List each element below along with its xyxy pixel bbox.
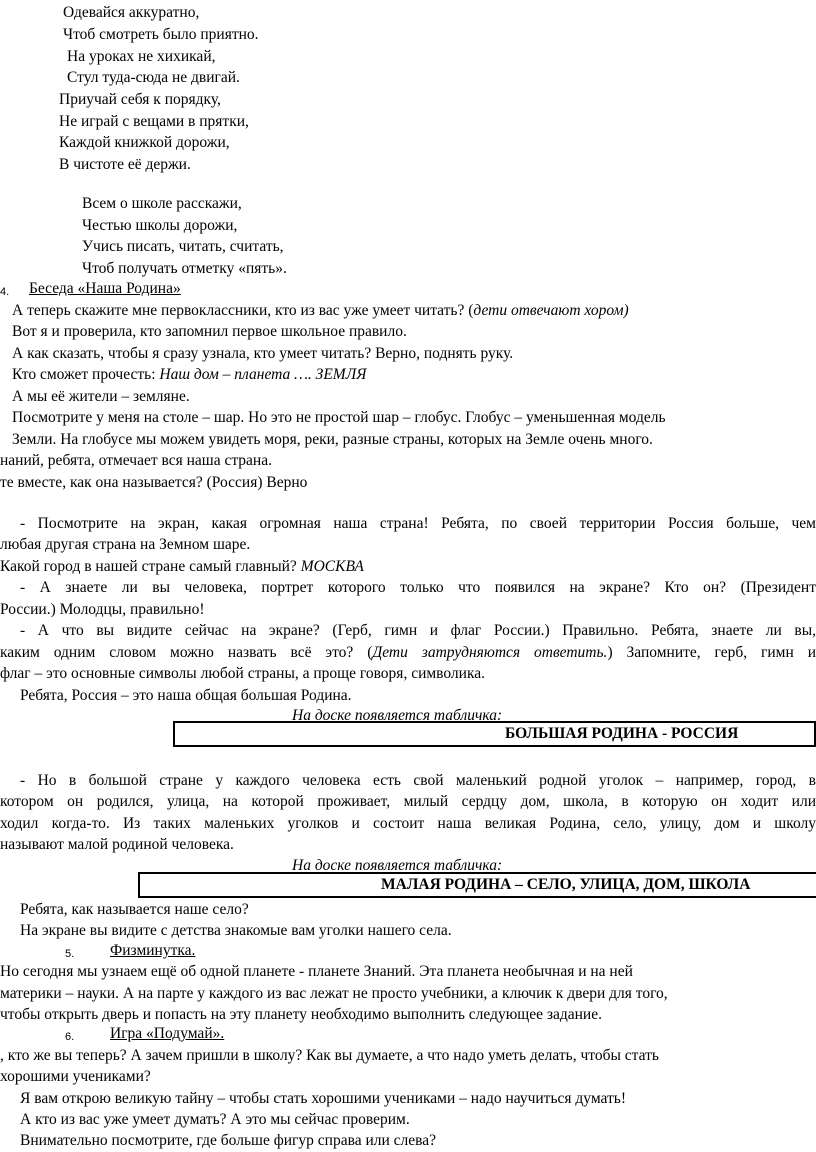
paragraph-line: , кто же вы теперь? А зачем пришли в школу? Как вы думаете, а что надо уметь делать, чтобы стать [0, 1047, 659, 1064]
poem1-line: На уроках не хихикай, [67, 48, 216, 65]
board-caption: На доске появляется табличка: [292, 707, 503, 724]
section-title: Беседа «Наша Родина» [29, 280, 181, 297]
paragraph-line: Посмотрите у меня на столе – шар. Но это не простой шар – глобус. Глобус – уменьшенная модель [12, 409, 666, 426]
paragraph-line: те вместе, как она называется? (Россия) Верно [0, 474, 308, 491]
paragraph-line: Я вам открою великую тайну – чтобы стать хорошими учениками – надо научиться думать! [20, 1090, 627, 1107]
paragraph-line: - А знаете ли вы человека, портрет которого только что появился на экране? Кто он? (Президент [20, 579, 816, 596]
paragraph-line: называют малой родиной человека. [0, 836, 234, 853]
paragraph-line: Но сегодня мы узнаем ещё об одной планете - планете Знаний. Эта планета необычная и на ней [0, 963, 633, 980]
board-plate [138, 872, 816, 898]
paragraph-line: наний, ребята, отмечает вся наша страна. [0, 452, 272, 469]
paragraph-line: чтобы открыть дверь и попасть на эту планету необходимо выполнить следующее задание. [0, 1006, 602, 1023]
board-plate [173, 721, 816, 747]
paragraph-line: Земли. На глобусе мы можем увидеть моря, реки, разные страны, которых на Земле очень много. [12, 431, 653, 448]
poem1-line: Не играй с вещами в прятки, [59, 113, 249, 130]
paragraph-line: - Посмотрите на экран, какая огромная наша страна! Ребята, по своей территории Россия больше, чем [20, 515, 816, 532]
paragraph-line: Ребята, как называется наше село? [20, 901, 249, 918]
poem2-line: Учись писать, читать, считать, [82, 238, 284, 255]
paragraph-line: А теперь скажите мне первоклассники, кто из вас уже умеет читать? (дети отвечают хором) [12, 302, 629, 319]
poem1-line: Чтоб смотреть было приятно. [63, 26, 259, 43]
poem1-line: Каждой книжкой дорожи, [59, 134, 230, 151]
paragraph-line: хорошими учениками? [0, 1068, 151, 1085]
section-number: 5. [65, 948, 75, 960]
poem1-line: В чистоте её держи. [59, 156, 191, 173]
paragraph-line: любая другая страна на Земном шаре. [0, 536, 251, 553]
section-title: Игра «Подумай». [110, 1025, 225, 1042]
poem2-line: Чтоб получать отметку «пять». [82, 260, 287, 277]
section-number: 6. [65, 1031, 75, 1043]
paragraph-line: флаг – это основные символы любой страны, а проще говоря, символика. [0, 665, 486, 682]
paragraph-line: Какой город в нашей стране самый главный? МОСКВА [0, 558, 364, 575]
paragraph-line: А мы её жители – земляне. [12, 388, 190, 405]
poem2-line: Всем о школе расскажи, [82, 195, 242, 212]
paragraph-line: А кто из вас уже умеет думать? А это мы сейчас проверим. [20, 1111, 410, 1128]
paragraph-line: Вот я и проверила, кто запомнил первое школьное правило. [12, 323, 407, 340]
paragraph-line: России.) Молодцы, правильно! [0, 601, 205, 618]
board-caption: На доске появляется табличка: [292, 857, 503, 874]
paragraph-line: - Но в большой стране у каждого человека есть свой маленький родной уголок – например, город, в [20, 772, 816, 789]
board-plate-text: БОЛЬШАЯ РОДИНА - РОССИЯ [505, 725, 739, 742]
poem1-line: Стул туда-сюда не двигай. [67, 69, 240, 86]
paragraph-line: На экране вы видите с детства знакомые вам уголки нашего села. [20, 922, 452, 939]
poem1-line: Одевайся аккуратно, [63, 4, 200, 21]
paragraph-line: Ребята, Россия – это наша общая большая Родина. [20, 687, 352, 704]
paragraph-line: каким одним словом можно назвать всё это? (Дети затрудняются ответить.) Запомните, герб, гимн и [0, 644, 816, 661]
poem2-line: Честью школы дорожи, [82, 217, 238, 234]
section-number: 4. [0, 286, 10, 298]
section-title: Физминутка. [110, 942, 196, 959]
paragraph-line: котором он родился, улица, на которой проживает, милый сердцу дом, школа, в которую он ходит или [0, 793, 816, 810]
poem1-line: Приучай себя к порядку, [59, 91, 221, 108]
board-plate-text: МАЛАЯ РОДИНА – СЕЛО, УЛИЦА, ДОМ, ШКОЛА [381, 876, 751, 893]
paragraph-line: материки – науки. А на парте у каждого из вас лежат не просто учебники, а ключик к двери для того, [0, 985, 668, 1002]
paragraph-line: ходил когда-то. Из таких маленьких уголков и состоит наша великая Родина, село, улицу, дом и школу [0, 815, 816, 832]
paragraph-line: - А что вы видите сейчас на экране? (Герб, гимн и флаг России.) Правильно. Ребята, знаете ли вы, [20, 622, 816, 639]
paragraph-line: Кто сможет прочесть: Наш дом – планета …. ЗЕМЛЯ [12, 366, 367, 383]
paragraph-line: А как сказать, чтобы я сразу узнала, кто умеет читать? Верно, поднять руку. [12, 345, 514, 362]
paragraph-line: Внимательно посмотрите, где больше фигур справа или слева? [20, 1132, 437, 1149]
